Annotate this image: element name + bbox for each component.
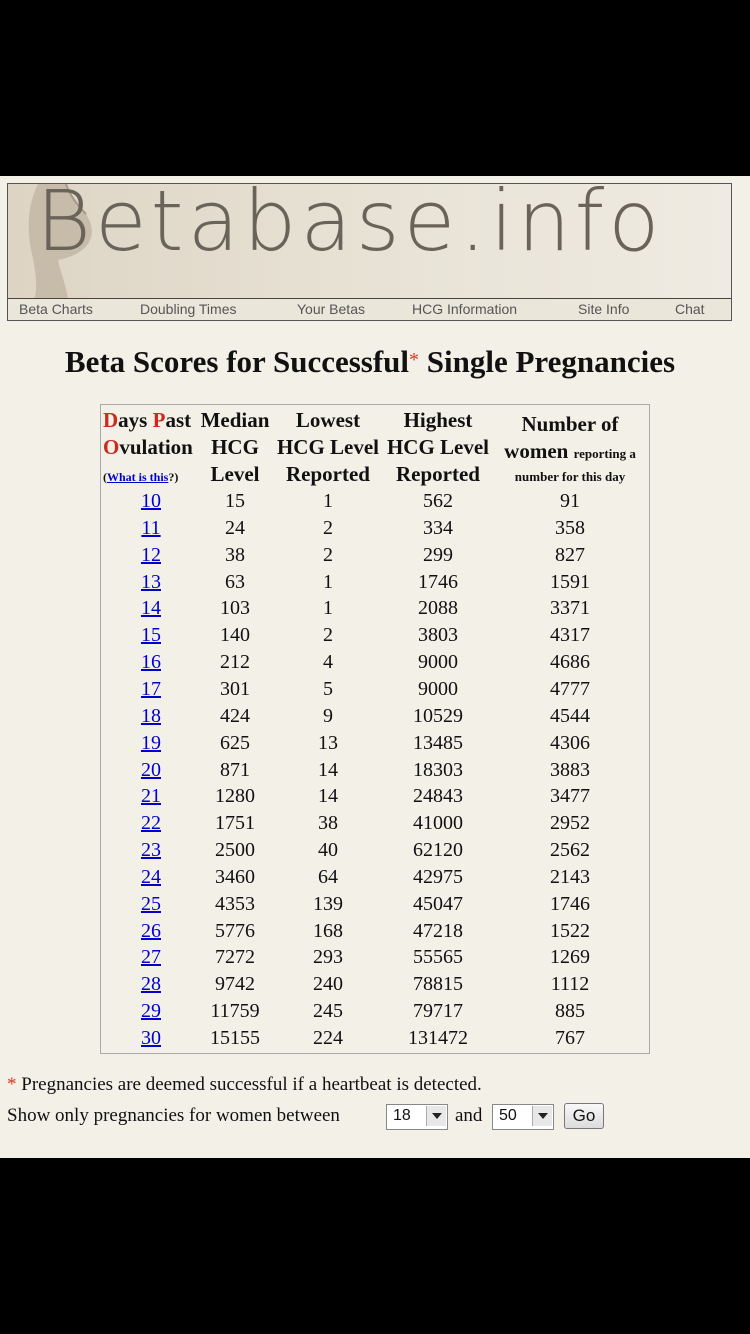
table-cell: 299 (423, 543, 453, 566)
table-cell: 38 (318, 812, 338, 835)
table-cell: 2 (323, 543, 333, 566)
page-title: Beta Scores for Successful* Single Pregnancies (64, 344, 676, 379)
table-cell: 13485 (413, 731, 463, 754)
table-cell: 79717 (413, 1000, 463, 1023)
day-link[interactable]: 20 (141, 758, 161, 781)
table-cell: 3477 (550, 785, 590, 808)
table-cell: 1112 (550, 973, 590, 996)
day-link[interactable]: 17 (141, 677, 161, 700)
table-cell: 1 (323, 490, 333, 512)
beta-scores-table (100, 404, 650, 1054)
table-cell: 2143 (550, 865, 590, 888)
table-cell: 358 (555, 516, 585, 539)
table-cell: 9742 (215, 973, 255, 996)
table-cell: 5776 (215, 919, 255, 942)
go-button[interactable]: Go (564, 1103, 604, 1129)
page (0, 176, 750, 1158)
table-cell: 562 (423, 490, 453, 512)
table-cell: 4686 (550, 651, 590, 674)
table-cell: 3371 (550, 597, 590, 620)
header-number-of-women: Number of women reporting a number for this day (504, 412, 636, 484)
table-cell: 13 (318, 731, 338, 754)
table-cell: 1 (323, 570, 333, 593)
table-cell: 4777 (550, 677, 590, 700)
day-link[interactable]: 24 (141, 865, 161, 888)
header-highest-hcg: Highest HCG Level Reported (386, 408, 490, 486)
nav-site-info[interactable]: Site Info (578, 301, 630, 317)
table-cell: 1280 (215, 785, 255, 808)
table-cell: 11759 (210, 1000, 260, 1023)
table-cell: 24843 (413, 785, 463, 808)
max-age-select[interactable]: 50 (492, 1104, 554, 1130)
day-link[interactable]: 30 (141, 1027, 161, 1049)
table-cell: 1591 (550, 570, 590, 593)
table-cell: 62120 (413, 839, 463, 862)
table-cell: 10529 (413, 704, 463, 727)
min-age-select[interactable]: 18 (386, 1104, 448, 1130)
header-days-past-ovulation: Days Past Ovulation (What is this?) (103, 408, 193, 484)
table-cell: 139 (313, 892, 343, 915)
table-cell: 1 (323, 597, 333, 620)
table-cell: 2500 (215, 839, 255, 862)
table-cell: 2 (323, 516, 333, 539)
table-cell: 38 (225, 543, 245, 566)
table-cell: 301 (220, 677, 250, 700)
site-banner (7, 183, 732, 321)
header-median-hcg: Median HCG Level (200, 408, 270, 486)
what-is-this-link[interactable]: What is this (107, 470, 169, 484)
day-link[interactable]: 16 (141, 651, 161, 674)
table-cell: 1269 (550, 946, 590, 969)
table-cell: 1746 (418, 570, 458, 593)
day-link[interactable]: 13 (141, 570, 161, 593)
table-cell: 15155 (210, 1027, 260, 1049)
logo-text: Betabase.info (36, 183, 664, 270)
table-cell: 871 (220, 758, 250, 781)
header-lowest-hcg: Lowest HCG Level Reported (276, 408, 380, 486)
table-cell: 767 (555, 1027, 585, 1049)
table-cell: 4306 (550, 731, 590, 754)
table-cell: 4544 (550, 704, 590, 727)
filter-and: and (455, 1105, 483, 1126)
table-cell: 240 (313, 973, 343, 996)
table-cell: 2562 (550, 839, 590, 862)
table-cell: 2088 (418, 597, 458, 620)
day-link[interactable]: 19 (141, 731, 161, 754)
table-cell: 140 (220, 624, 250, 647)
table-cell: 9000 (418, 677, 458, 700)
table-cell: 14 (318, 785, 338, 808)
table-cell: 91 (560, 490, 580, 512)
table-cell: 41000 (413, 812, 463, 835)
table-cell: 14 (318, 758, 338, 781)
table-cell: 3883 (550, 758, 590, 781)
table-cell: 224 (313, 1027, 343, 1049)
table-cell: 245 (313, 1000, 343, 1023)
day-link[interactable]: 11 (141, 516, 161, 539)
day-link[interactable]: 27 (141, 946, 161, 969)
table-cell: 625 (220, 731, 250, 754)
day-link[interactable]: 29 (141, 1000, 161, 1023)
table-cell: 2952 (550, 812, 590, 835)
table-cell: 827 (555, 543, 585, 566)
table-cell: 168 (313, 919, 343, 942)
table-cell: 9000 (418, 651, 458, 674)
table-cell: 47218 (413, 919, 463, 942)
table-cell: 5 (323, 677, 333, 700)
table-cell: 334 (423, 516, 453, 539)
table-cell: 3803 (418, 624, 458, 647)
day-link[interactable]: 28 (141, 973, 161, 996)
filter-prefix: Show only pregnancies for women between (7, 1105, 340, 1126)
table-cell: 55565 (413, 946, 463, 969)
table-cell: 4 (323, 651, 333, 674)
table-cell: 40 (318, 839, 338, 862)
table-cell: 212 (220, 651, 250, 674)
table-cell: 1751 (215, 812, 255, 835)
table-cell: 63 (225, 570, 245, 593)
day-link[interactable]: 12 (141, 543, 161, 566)
day-link[interactable]: 10 (141, 490, 161, 512)
table-cell: 131472 (408, 1027, 468, 1049)
table-cell: 293 (313, 946, 343, 969)
chevron-down-icon (426, 1106, 446, 1126)
day-link[interactable]: 14 (141, 597, 161, 620)
site-navbar (8, 298, 731, 320)
table-cell: 424 (220, 704, 250, 727)
table-cell: 42975 (413, 865, 463, 888)
table-cell: 885 (555, 1000, 585, 1023)
table-cell: 7272 (215, 946, 255, 969)
nav-hcg-information[interactable]: HCG Information (412, 301, 518, 317)
table-cell: 9 (323, 704, 333, 727)
table-cell: 3460 (215, 865, 255, 888)
chevron-down-icon (532, 1106, 552, 1126)
nav-doubling-times[interactable]: Doubling Times (140, 301, 237, 317)
table-cell: 45047 (413, 892, 463, 915)
day-link[interactable]: 22 (141, 812, 161, 835)
table-cell: 1746 (550, 892, 590, 915)
day-link[interactable]: 21 (141, 785, 161, 808)
table-cell: 15 (225, 490, 245, 512)
nav-beta-charts[interactable]: Beta Charts (19, 301, 93, 317)
nav-chat[interactable]: Chat (675, 301, 705, 317)
table-cell: 24 (225, 516, 245, 539)
table-cell: 1522 (550, 919, 590, 942)
title-asterisk: * (409, 349, 420, 371)
table-cell: 18303 (413, 758, 463, 781)
footnote: * Pregnancies are deemed successful if a heartbeat is detected. (7, 1074, 482, 1095)
table-cell: 103 (220, 597, 250, 620)
table-cell: 4317 (550, 624, 590, 647)
day-link[interactable]: 25 (141, 892, 161, 915)
nav-your-betas[interactable]: Your Betas (297, 301, 365, 317)
table-cell: 64 (318, 865, 338, 888)
table-cell: 78815 (413, 973, 463, 996)
table-cell: 4353 (215, 892, 255, 915)
day-link[interactable]: 18 (141, 704, 161, 727)
day-link[interactable]: 23 (141, 839, 161, 862)
day-link[interactable]: 15 (141, 624, 161, 647)
table-cell: 2 (323, 624, 333, 647)
day-link[interactable]: 26 (141, 919, 161, 942)
